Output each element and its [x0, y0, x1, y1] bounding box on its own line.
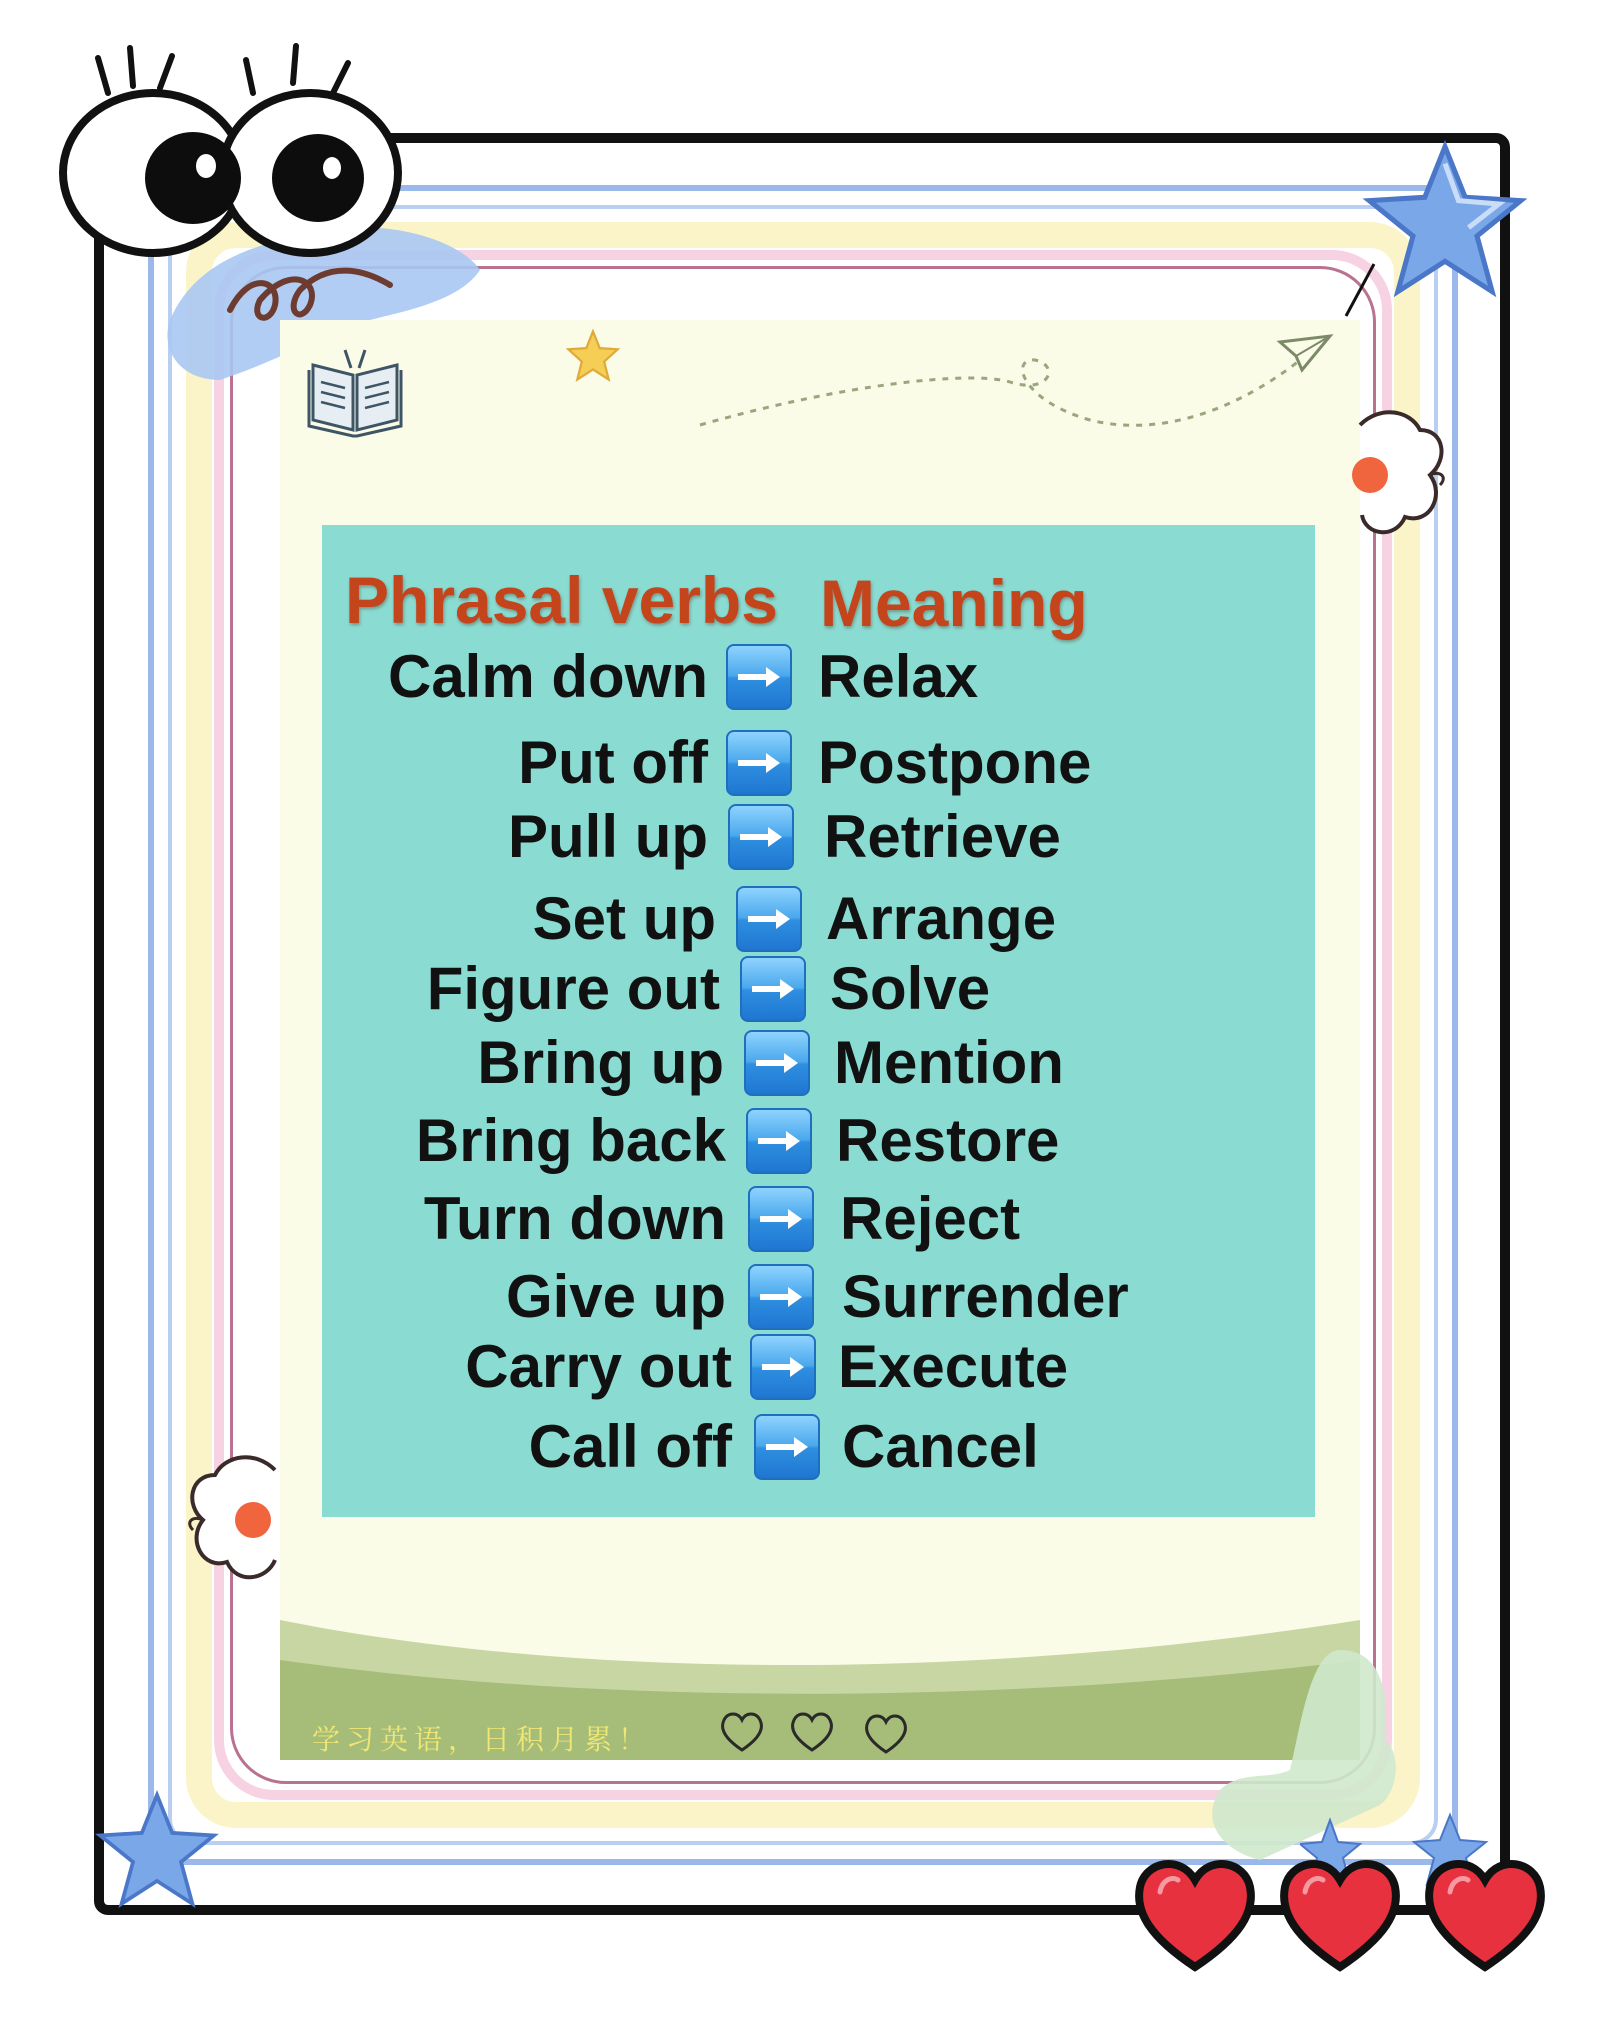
meaning: Relax — [818, 643, 979, 710]
meaning: Postpone — [818, 729, 1092, 796]
right-arrow-icon — [736, 886, 802, 952]
right-arrow-icon — [746, 1108, 812, 1174]
right-arrow-icon — [748, 1186, 814, 1252]
meaning: Mention — [834, 1029, 1064, 1096]
right-arrow-icon — [750, 1334, 816, 1400]
right-arrow-icon — [726, 644, 792, 710]
column-header-phrasal-verbs: Phrasal verbs — [345, 563, 778, 637]
phrasal-verb: Turn down — [423, 1185, 726, 1252]
phrasal-verb: Bring up — [477, 1029, 724, 1096]
right-arrow-icon — [728, 804, 794, 870]
phrasal-verb: Pull up — [508, 803, 708, 870]
phrasal-verb: Calm down — [387, 643, 708, 710]
right-arrow-icon — [744, 1030, 810, 1096]
meaning: Surrender — [842, 1263, 1129, 1330]
flower-icon — [1340, 405, 1450, 555]
right-arrow-icon — [748, 1264, 814, 1330]
right-arrow-icon — [726, 730, 792, 796]
phrasal-verb: Put off — [518, 729, 708, 796]
flower-icon — [175, 1450, 285, 1600]
meaning: Restore — [836, 1107, 1060, 1174]
phrasal-verb: Call off — [528, 1413, 732, 1480]
meaning: Arrange — [826, 885, 1057, 952]
star-icon — [1360, 140, 1530, 300]
star-icon — [565, 328, 621, 384]
right-arrow-icon — [740, 956, 806, 1022]
paper-plane-icon — [690, 330, 1340, 450]
phrasal-verb: Give up — [505, 1263, 726, 1330]
meaning: Reject — [840, 1185, 1021, 1252]
heart-icon — [1130, 1842, 1550, 1982]
footer-slogan: 学习英语，日积月累！ — [312, 1723, 653, 1756]
star-trail — [1340, 260, 1380, 320]
phrasal-verb: Figure out — [426, 955, 720, 1022]
phrasal-verb: Carry out — [465, 1333, 732, 1400]
meaning: Cancel — [842, 1413, 1039, 1480]
meaning: Execute — [838, 1333, 1069, 1400]
heart-icon — [718, 1708, 918, 1758]
star-icon — [92, 1790, 222, 1910]
column-header-meaning: Meaning — [820, 566, 1088, 640]
right-arrow-icon — [754, 1414, 820, 1480]
phrasal-verb: Set up — [532, 885, 716, 952]
phrasal-verb: Bring back — [415, 1107, 726, 1174]
cartoon-eyes-icon — [48, 38, 408, 268]
meaning: Solve — [830, 955, 991, 1022]
open-book-icon — [305, 340, 405, 440]
meaning: Retrieve — [824, 803, 1061, 870]
